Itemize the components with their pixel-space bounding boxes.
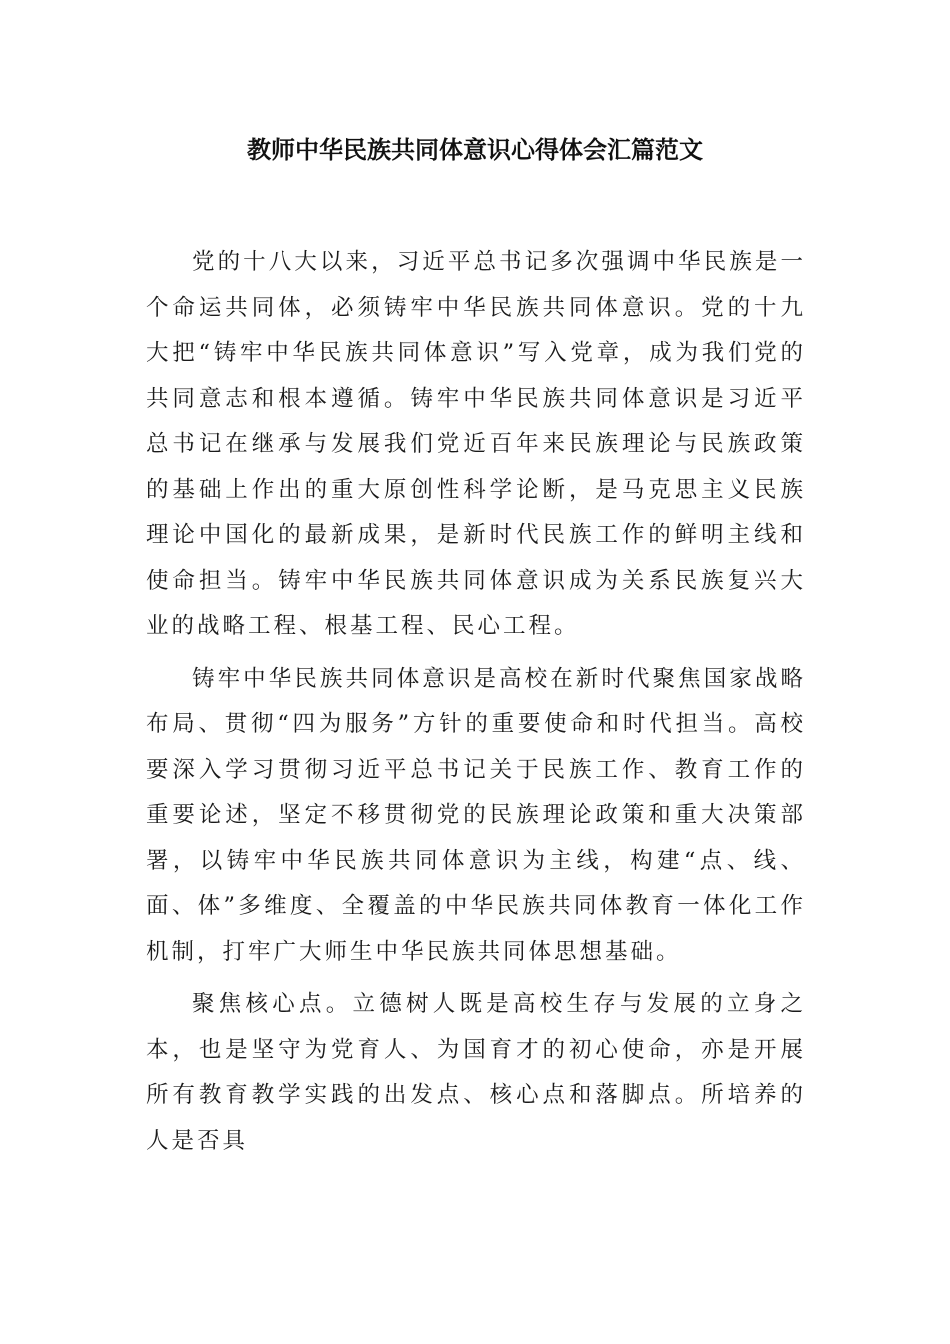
paragraph-2: 铸牢中华民族共同体意识是高校在新时代聚焦国家战略布局、贯彻“四为服务”方针的重要使命和时代担当。高校要深入学习贯彻习近平总书记关于民族工作、教育工作的重要论述，坚定不移贯彻党的民族理论政策和重大决策部署，以铸牢中华民族共同体意识为主线，构建“点、线、面、体”多维度、全覆盖的中华民族共同体教育一体化工作机制，打牢广大师生中华民族共同体思想基础。 — [146, 665, 806, 965]
paragraph-1: 党的十八大以来，习近平总书记多次强调中华民族是一个命运共同体，必须铸牢中华民族共同体意识。党的十九大把“铸牢中华民族共同体意识”写入党章，成为我们党的共同意志和根本遵循。铸牢中华民族共同体意识是习近平总书记在继承与发展我们党近百年来民族理论与民族政策的基础上作出的重大原创性科学论断，是马克思主义民族理论中国化的最新成果，是新时代民族工作的鲜明主线和使命担当。铸牢中华民族共同体意识成为关系民族复兴大业的战略工程、根基工程、民心工程。 — [146, 249, 806, 639]
document-title: 教师中华民族共同体意识心得体会汇篇范文 — [247, 136, 703, 164]
document-body — [146, 240, 806, 1164]
paragraph-3: 聚焦核心点。立德树人既是高校生存与发展的立身之本，也是坚守为党育人、为国育才的初心使命，亦是开展所有教育教学实践的出发点、核心点和落脚点。所培养的人是否具 — [146, 991, 806, 1154]
